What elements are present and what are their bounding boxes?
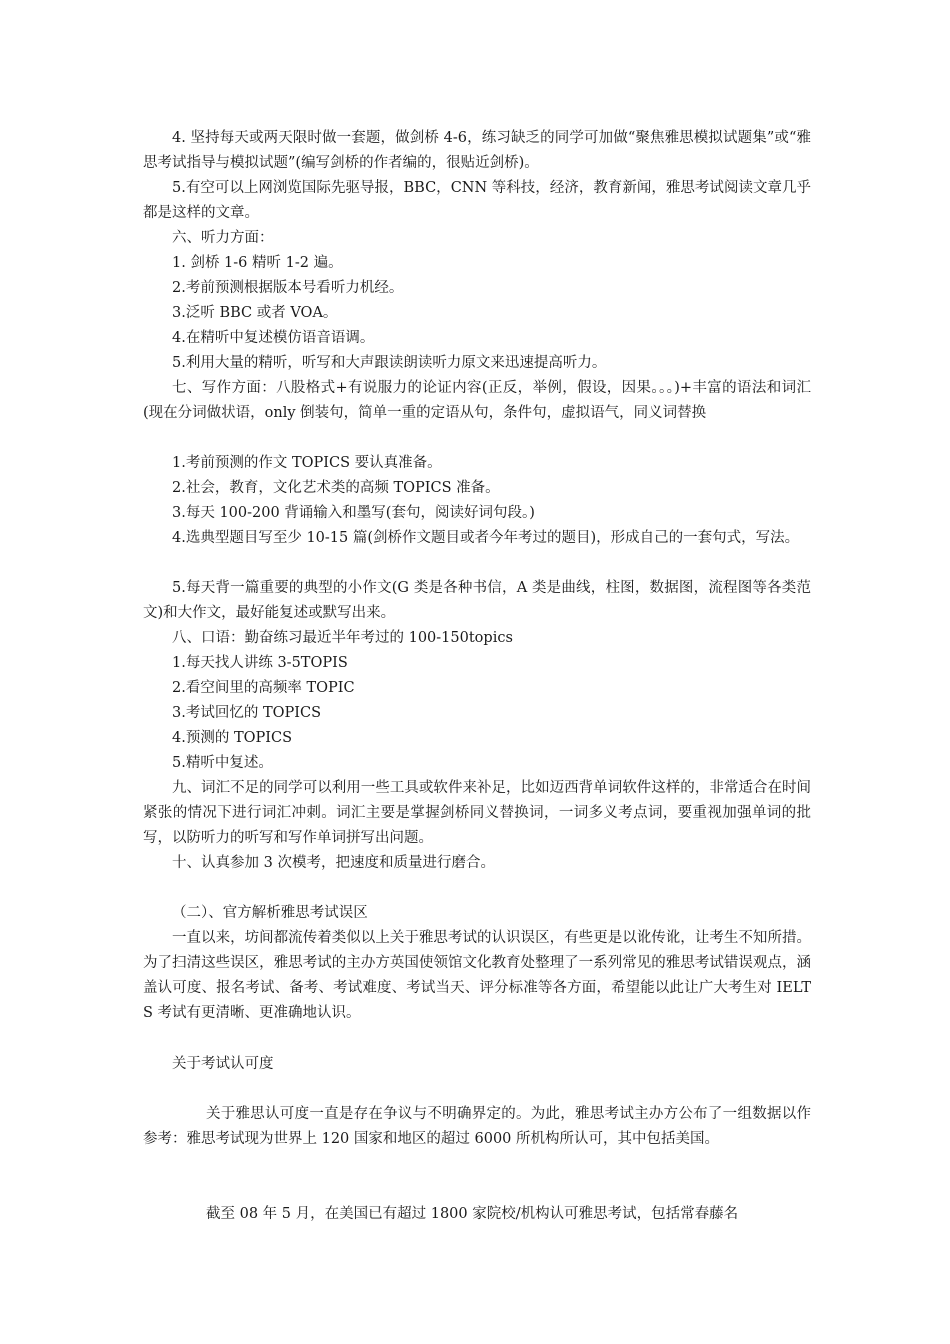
subheading-recognition: 关于考试认可度 bbox=[172, 1056, 274, 1072]
section-heading-listening: 六、听力方面： bbox=[172, 230, 274, 246]
listening-item-1: 1. 剑桥 1-6 精听 1-2 遍。 bbox=[172, 255, 343, 271]
paragraph-us-recognition: 截至 08 年 5 月，在美国已有超过 1800 家院校/机构认可雅思考试，包括常春藤名 bbox=[206, 1206, 739, 1222]
paragraph-reading-4: 4. 坚持每天或两天限时做一套题，做剑桥 4-6，练习缺乏的同学可加做“聚焦雅思模拟试题集”或“雅思考试指导与模拟试题”(编写剑桥的作者编的，很贴近剑桥)。 bbox=[143, 130, 811, 171]
paragraph-misconceptions-intro: 一直以来，坊间都流传着类似以上关于雅思考试的认识误区，有些更是以讹传讹，让考生不知所措。为了扫清这些误区，雅思考试的主办方英国使领馆文化教育处整理了一系列常见的雅思考试错误观点，涵盖认可度、报名考试、备考、考试难度、考试当天、评分标准等各方面，希望能以此让广大考生对 IELTS 考试有更清晰、更准确地认识。 bbox=[143, 930, 811, 1021]
paragraph-recognition: 关于雅思认可度一直是存在争议与不明确界定的。为此，雅思考试主办方公布了一组数据以作参考：雅思考试现为世界上 120 国家和地区的超过 6000 所机构所认可，其中包括美国。 bbox=[143, 1106, 811, 1147]
speaking-item-1: 1.每天找人讲练 3-5TOPIS bbox=[172, 655, 348, 671]
section-heading-writing: 七、写作方面：八股格式+有说服力的论证内容(正反，举例，假设，因果。。。)+丰富的语法和词汇(现在分词做状语，only 倒装句，简单一重的定语从句，条件句，虚拟语气，同义词替换 bbox=[143, 380, 811, 421]
writing-item-3: 3.每天 100-200 背诵输入和墨写(套句，阅读好词句段。) bbox=[172, 505, 535, 521]
listening-item-3: 3.泛听 BBC 或者 VOA。 bbox=[172, 305, 338, 321]
listening-item-2: 2.考前预测根据版本号看听力机经。 bbox=[172, 280, 404, 296]
listening-item-4: 4.在精听中复述模仿语音语调。 bbox=[172, 330, 375, 346]
section-mock-exams: 十、认真参加 3 次模考，把速度和质量进行磨合。 bbox=[172, 855, 495, 871]
section-vocabulary: 九、词汇不足的同学可以利用一些工具或软件来补足，比如迈西背单词软件这样的，非常适合在时间紧张的情况下进行词汇冲刺。词汇主要是掌握剑桥同义替换词，一词多义考点词，要重视加强单词的批写，以防听力的听写和写作单词拼写出问题。 bbox=[143, 780, 811, 846]
speaking-item-3: 3.考试回忆的 TOPICS bbox=[172, 705, 322, 721]
writing-item-1: 1.考前预测的作文 TOPICS 要认真准备。 bbox=[172, 455, 442, 471]
speaking-item-5: 5.精听中复述。 bbox=[172, 755, 273, 771]
writing-item-2: 2.社会，教育，文化艺术类的高频 TOPICS 准备。 bbox=[172, 480, 500, 496]
listening-item-5: 5.利用大量的精听，听写和大声跟读朗读听力原文来迅速提高听力。 bbox=[172, 355, 607, 371]
paragraph-reading-5: 5.有空可以上网浏览国际先驱导报，BBC，CNN 等科技，经济，教育新闻，雅思考试阅读文章几乎都是这样的文章。 bbox=[143, 180, 811, 221]
section-heading-official-misconceptions: （二）、官方解析雅思考试误区 bbox=[172, 905, 368, 921]
writing-item-5: 5.每天背一篇重要的典型的小作文(G 类是各种书信，A 类是曲线，柱图，数据图，流程图等各类范文)和大作文，最好能复述或默写出来。 bbox=[143, 580, 811, 621]
writing-item-4: 4.选典型题目写至少 10-15 篇(剑桥作文题目或者今年考过的题目)，形成自己的一套句式，写法。 bbox=[172, 530, 800, 546]
speaking-item-2: 2.看空间里的高频率 TOPIC bbox=[172, 680, 355, 696]
speaking-item-4: 4.预测的 TOPICS bbox=[172, 730, 293, 746]
section-heading-speaking: 八、口语：勤奋练习最近半年考过的 100-150topics bbox=[172, 630, 513, 646]
